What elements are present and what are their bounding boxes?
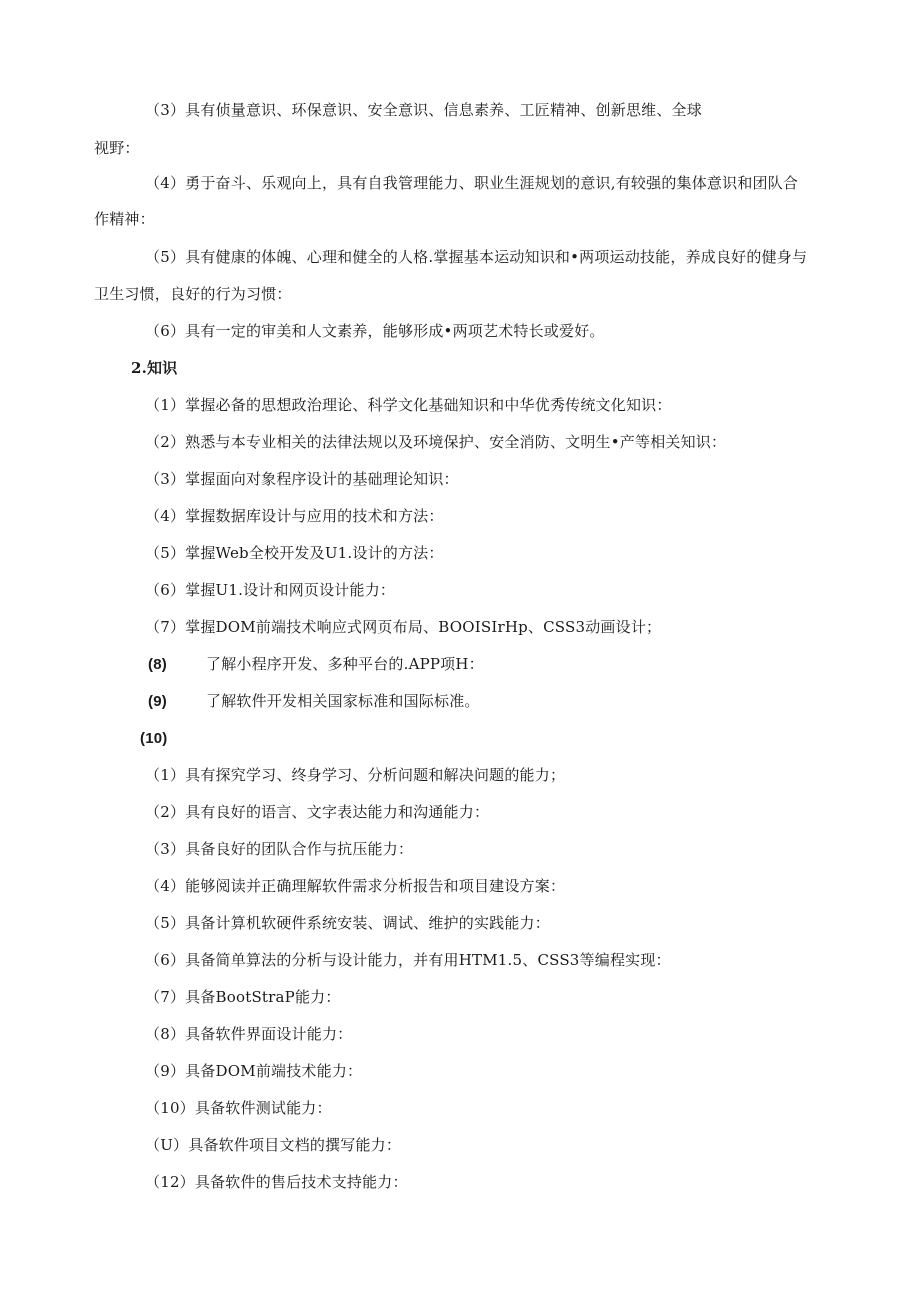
- ability-item-10: （10）具备软件测试能力：: [145, 1099, 332, 1117]
- knowledge-item-7: （7）掌握DOM前端技术响应式网页布局、BOOISIrHp、CSS3动画设计；: [145, 618, 662, 636]
- ability-item-9: （9）具备DOM前端技术能力：: [145, 1062, 363, 1080]
- attitude-item-4-line-2: 作精神：: [94, 210, 155, 228]
- knowledge-item-5: （5）掌握Web全校开发及U1.设计的方法：: [145, 544, 444, 562]
- knowledge-item-10-number: (10): [140, 730, 168, 747]
- section-heading-knowledge: 2.知识: [131, 359, 178, 377]
- attitude-item-3-line-2: 视野：: [94, 139, 140, 157]
- attitude-item-4-line-1: （4）勇于奋斗、乐观向上，具有自我管理能力、职业生涯规划的意识,有较强的集体意识和团队合: [145, 174, 799, 192]
- knowledge-item-2: （2）熟悉与本专业相关的法律法规以及环境保护、安全消防、文明生•产等相关知识：: [145, 433, 727, 451]
- ability-item-11: （U）具备软件项目文档的撰写能力：: [145, 1136, 402, 1154]
- ability-item-8: （8）具备软件界面设计能力：: [145, 1025, 353, 1043]
- ability-item-2: （2）具有良好的语言、文字表达能力和沟通能力：: [145, 803, 490, 821]
- ability-item-1: （1）具有探究学习、终身学习、分析问题和解决问题的能力；: [145, 766, 566, 784]
- knowledge-item-8: [148, 654, 167, 675]
- knowledge-item-9: [148, 691, 167, 712]
- knowledge-item-9-number: (9): [148, 693, 167, 710]
- knowledge-item-9-text: 了解软件开发相关国家标准和国际标准。: [206, 692, 480, 710]
- ability-item-5: （5）具备计算机软硬件系统安装、调试、维护的实践能力：: [145, 914, 550, 932]
- attitude-item-5-line-2: 卫生习惯，良好的行为习惯：: [94, 285, 292, 303]
- attitude-item-3-line-1: （3）具有侦量意识、环保意识、安全意识、信息素养、工匠精神、创新思维、全球: [145, 101, 702, 119]
- knowledge-item-3: （3）掌握面向对象程序设计的基础理论知识：: [145, 470, 459, 488]
- knowledge-item-1: （1）掌握必备的思想政治理论、科学文化基础知识和中华优秀传统文化知识：: [145, 396, 672, 414]
- knowledge-item-6: （6）掌握U1.设计和网页设计能力：: [145, 581, 396, 599]
- attitude-item-6: （6）具有一定的审美和人文素养，能够形成•两项艺术特长或爱好。: [145, 322, 605, 340]
- ability-item-3: （3）具备良好的团队合作与抗压能力：: [145, 840, 414, 858]
- knowledge-item-10: [140, 728, 167, 749]
- knowledge-item-8-text: 了解小程序开发、多种平台的.APP项H：: [206, 655, 484, 673]
- ability-item-7: （7）具备BootStraP能力：: [145, 988, 341, 1006]
- knowledge-item-4: （4）掌握数据库设计与应用的技术和方法：: [145, 507, 444, 525]
- ability-item-4: （4）能够阅读并正确理解软件需求分析报告和项目建设方案：: [145, 877, 566, 895]
- knowledge-item-8-number: (8): [148, 656, 167, 673]
- ability-item-6: （6）具备简单算法的分析与设计能力，并有用HTM1.5、CSS3等编程实现：: [145, 951, 671, 969]
- attitude-item-5-line-1: （5）具有健康的体魄、心理和健全的人格.掌握基本运动知识和•两项运动技能，养成良好的健身与: [145, 248, 808, 266]
- ability-item-12: （12）具备软件的售后技术支持能力：: [145, 1173, 408, 1191]
